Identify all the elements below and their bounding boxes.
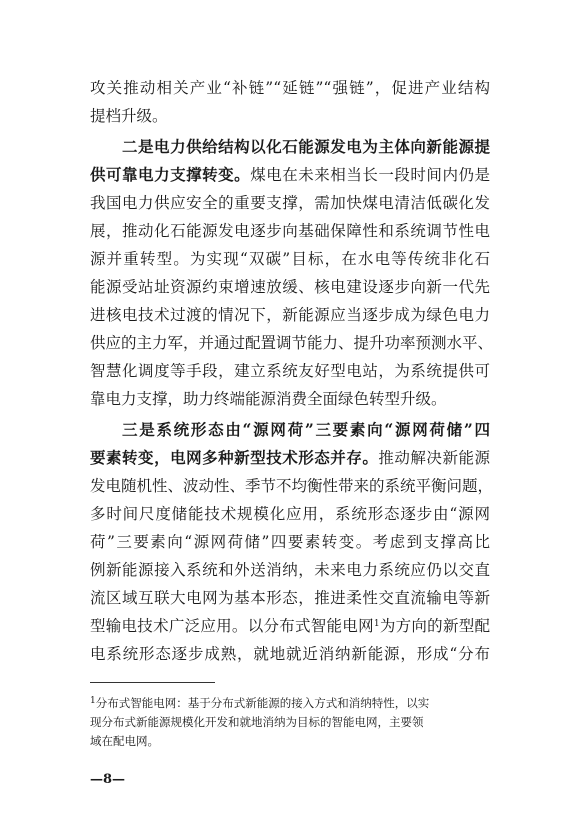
paragraph-line: 供应的主力军，并通过配置调节能力、提升功率预测水平、: [90, 334, 494, 352]
section-3-heading-end: 要素转变，电网多种新型技术形态并存。: [90, 448, 379, 467]
section-3-text: 推动解决新能源: [378, 449, 490, 467]
page-number: —8—: [90, 772, 126, 787]
footnote-text: 分布式智能电网：基于分布式新能源的接入方式和消纳特性，以实: [95, 696, 430, 710]
paragraph-line: 我国电力供应安全的重要支撑，需加快煤电清洁低碳化发: [90, 194, 490, 212]
paragraph-line: 攻关推动相关产业“补链”“延链”“强链”，促进产业结构: [90, 79, 490, 97]
paragraph-line: 靠电力支撑，助力终端能源消费全面绿色转型升级。: [90, 390, 447, 408]
paragraph-text: 为方向的新型配: [379, 617, 490, 635]
paragraph-line: 电系统形态逐步成熟，就地就近消纳新能源，形成“分布: [90, 645, 490, 663]
footnote-separator: [90, 682, 215, 683]
paragraph-line: 进核电技术过渡的情况下，新能源应当逐步成为绿色电力: [90, 306, 490, 324]
section-2-text: 煤电在未来相当长一段时间内仍是: [250, 166, 490, 184]
footnote-line: [90, 695, 486, 711]
paragraph-line: 发电随机性、波动性、季节不均衡性带来的系统平衡问题，: [90, 477, 494, 495]
footnote-line: 现分布式新能源规模化开发和就地消纳为目标的智能电网，主要领: [90, 715, 424, 729]
paragraph-line: 荷”三要素向“源网荷储”四要素转变。考虑到支撑高比: [90, 533, 490, 551]
paragraph-line: 多时间尺度储能技术规模化应用，系统形态逐步由“源网: [90, 505, 490, 523]
footnote-line: 域在配电网。: [90, 734, 159, 748]
paragraph-line: 展，推动化石能源发电逐步向基础保障性和系统调节性电: [90, 222, 490, 240]
paragraph-line: 流区域互联大电网为基本形态，推进柔性交直流输电等新: [90, 589, 490, 607]
paragraph-line: 提档升级。: [90, 107, 168, 125]
footnote-mark: 1: [90, 696, 96, 706]
paragraph-text: 型输电技术广泛应用。以分布式智能电网: [90, 617, 374, 635]
footnote-reference: 1: [373, 619, 380, 629]
section-2-heading-line: 二是电力供给结构以化石能源发电为主体向新能源提: [122, 137, 490, 156]
paragraph-line: 例新能源接入系统和外送消纳，未来电力系统应仍以交直: [90, 561, 490, 579]
paragraph-line: 智慧化调度等手段，建立系统友好型电站，为系统提供可: [90, 362, 490, 380]
paragraph-line: 能源受站址资源约束增速放缓、核电建设逐步向新一代先: [90, 278, 490, 296]
section-2-heading-end: 供可靠电力支撑转变。: [90, 165, 251, 184]
paragraph-line: [90, 165, 490, 185]
paragraph-line: [90, 616, 490, 636]
section-3-heading-line: 三是系统形态由“源网荷”三要素向“源网荷储”四: [122, 420, 490, 439]
paragraph-line: 源并重转型。为实现“双碳”目标，在水电等传统非化石: [90, 250, 490, 268]
paragraph-line: [90, 448, 490, 468]
